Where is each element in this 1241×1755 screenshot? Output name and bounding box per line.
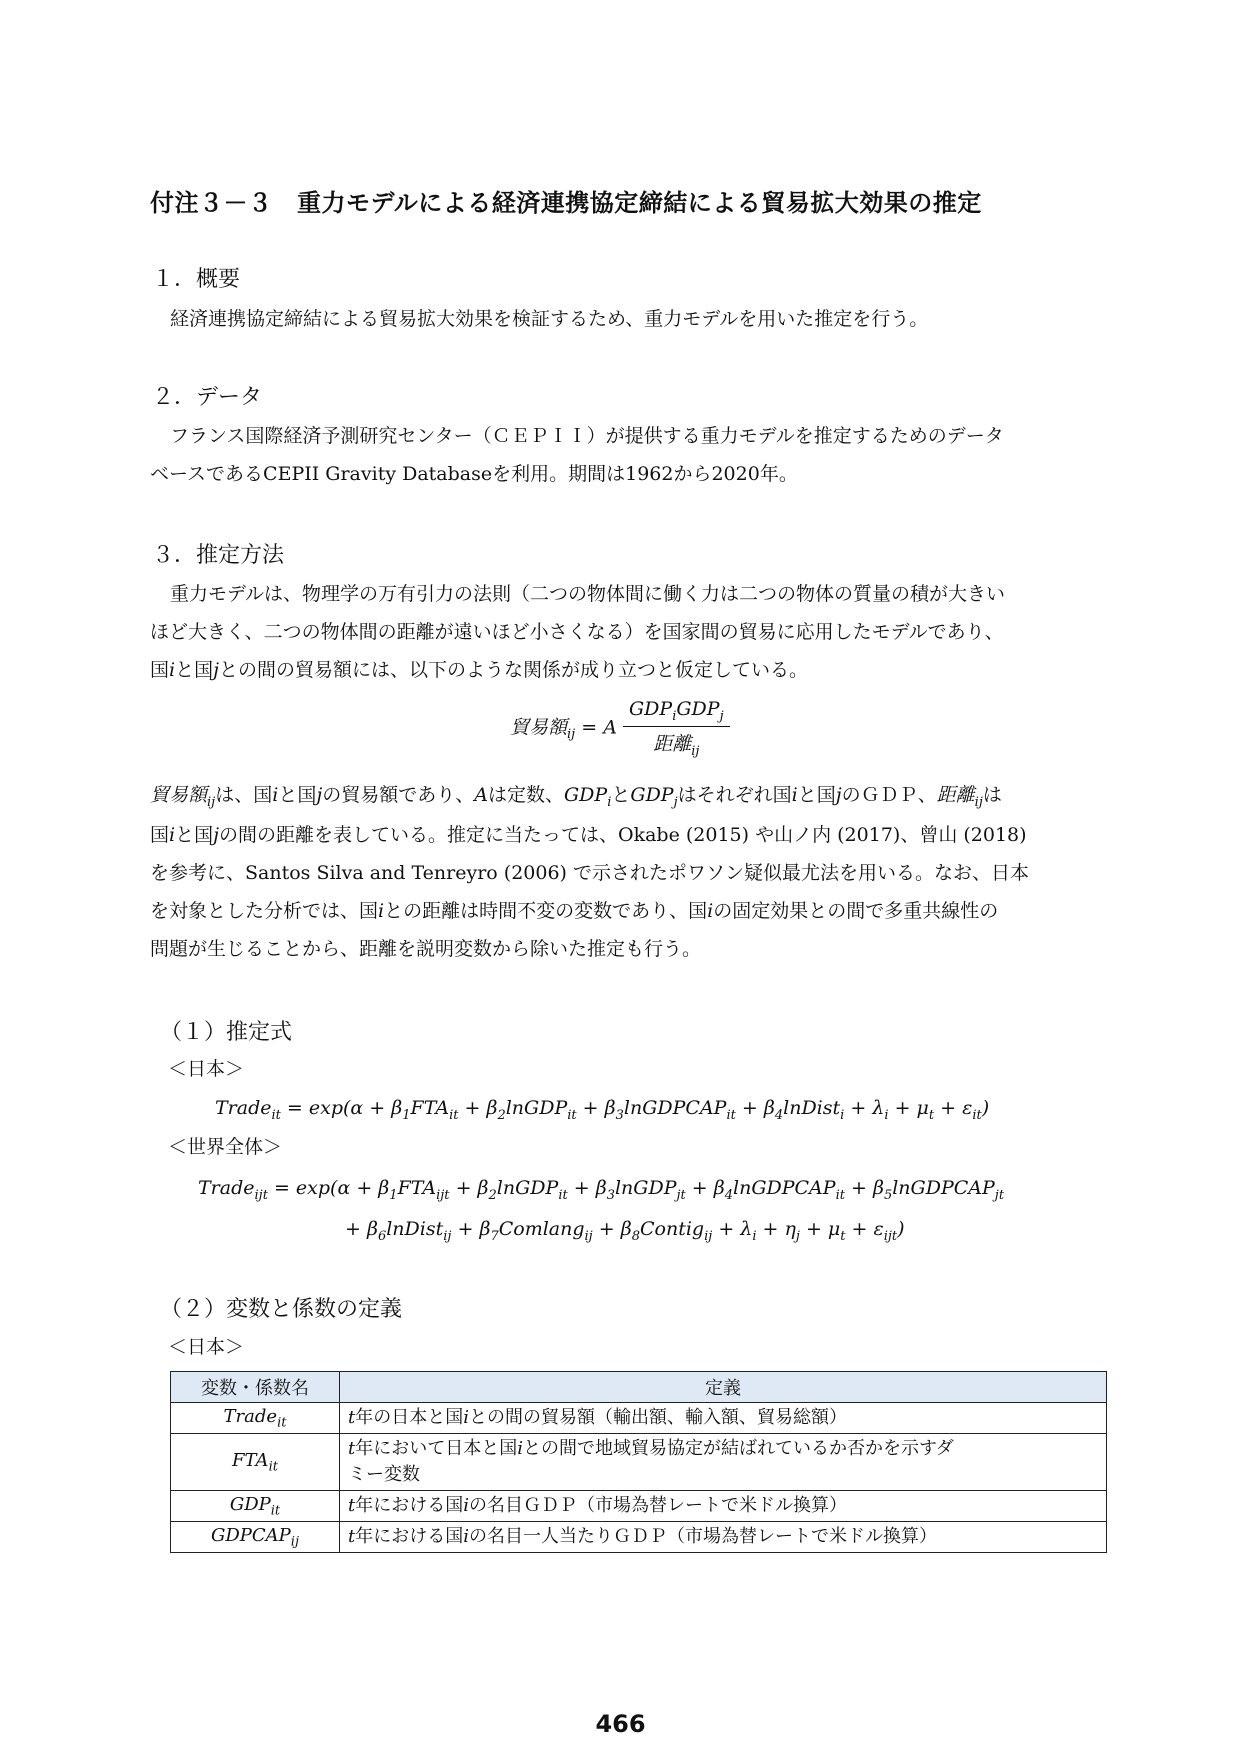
section-3-line-1: 重力モデルは、物理学の万有引力の法則（二つの物体間に働く力は二つの物体の質量の積が大きい [170, 583, 1006, 605]
section-2-line-2: ベースであるCEPII Gravity Databaseを利用。期間は1962から2020年。 [150, 463, 798, 485]
section-2-line-1: フランス国際経済予測研究センター（ＣＥＰＩＩ）が提供する重力モデルを推定するためのデータ [170, 425, 1004, 447]
world-label: ＜世界全体＞ [168, 1136, 283, 1158]
col-variable-name: 変数・係数名 [171, 1372, 340, 1403]
world-equation-line-2: + $\beta_6lnDist_{ij}$ + $\beta_7Comlang_{ij}$ + $\beta_8Contig_{ij} + \lambda_i + \eta_j + \mu_t + \varepsilon_{ijt}$) [345, 1218, 905, 1244]
variables-table [170, 1371, 1107, 1553]
page-number: 466 [595, 1710, 646, 1738]
section-3-line-3: 国iと国jとの間の貿易額には、以下のような関係が成り立つと仮定している。 [150, 659, 809, 681]
japan-equation: Trade$_{it}$ = $\exp(\alpha + \beta_1FTA_{it}$ + $\beta_2lnGDP_{it}$ + $\beta_3lnGDPCAP_{it}$ + $\beta_4lnDist_i + \lambda_i + \mu_t + \varepsilon_{it}$) [215, 1097, 990, 1123]
variables-japan-label: ＜日本＞ [168, 1336, 245, 1358]
variables-heading: （２）変数と係数の定義 [160, 1297, 403, 1322]
section-3-line-2: ほど大きく、二つの物体間の距離が遠いほど小さくなる）を国家間の貿易に応用したモデルであり、 [150, 621, 1004, 643]
section-3-line-5: 国iと国jの間の距離を表している。推定に当たっては、Okabe (2015) や山ノ内 (2017)、曾山 (2018) [150, 824, 1027, 846]
gravity-formula: 貿易額$_{ij}$ = A $\frac{GDP_iGDP_j}{距離_{ij}}$ [510, 698, 730, 759]
table-header-row [171, 1372, 1107, 1403]
section-1-heading: １．概要 [152, 267, 241, 292]
table-row: $GDPCAP_{ij}$ t年における国iの名目一人当たりＧＤＰ（市場為替レートで米ドル換算） [171, 1522, 1107, 1553]
section-3-line-7: を対象とした分析では、国iとの距離は時間不変の変数であり、国iの固定効果との間で多重共線性の [150, 900, 999, 922]
page-title: 付注３－３ 重力モデルによる経済連携協定締結による貿易拡大効果の推定 [150, 189, 982, 217]
section-1-text: 経済連携協定締結による貿易拡大効果を検証するため、重力モデルを用いた推定を行う。 [170, 308, 929, 330]
col-definition: 定義 [340, 1372, 1107, 1403]
table-row: Trade$_{it}$ t年の日本と国iとの間の貿易額（輸出額、輸入額、貿易総額） [171, 1403, 1107, 1434]
section-3-line-6: を参考に、Santos Silva and Tenreyro (2006) で示されたポワソン疑似最尤法を用いる。なお、日本 [150, 862, 1030, 884]
japan-label: ＜日本＞ [168, 1058, 245, 1080]
world-equation-line-1: Trade$_{ijt}$ = $\exp(\alpha + \beta_1FTA_{ijt}$ + $\beta_2lnGDP_{it}$ + $\beta_3lnGDP_{jt}$ + $\beta_4lnGDPCAP_{it}$ + $\beta_5lnGDPCAP_{jt}$ [198, 1177, 1005, 1203]
section-3-line-4: 貿易額$_{ij}$は、国iと国jの貿易額であり、Aは定数、$GDP_i$と$GDP_j$はそれぞれ国iと国jのＧＤＰ、距離$_{ij}$は [150, 784, 1002, 810]
section-2-heading: ２．データ [152, 385, 263, 410]
table-row: $FTA_{it}$ t年において日本と国iとの間で地域貿易協定が結ばれているか否かを示すダ ミー変数 [171, 1434, 1107, 1491]
table-row: $GDP_{it}$ t年における国iの名目ＧＤＰ（市場為替レートで米ドル換算） [171, 1491, 1107, 1522]
section-3-line-8: 問題が生じることから、距離を説明変数から除いた推定も行う。 [150, 938, 702, 960]
section-3-heading: ３．推定方法 [152, 543, 285, 568]
estimation-heading: （１）推定式 [160, 1020, 293, 1045]
